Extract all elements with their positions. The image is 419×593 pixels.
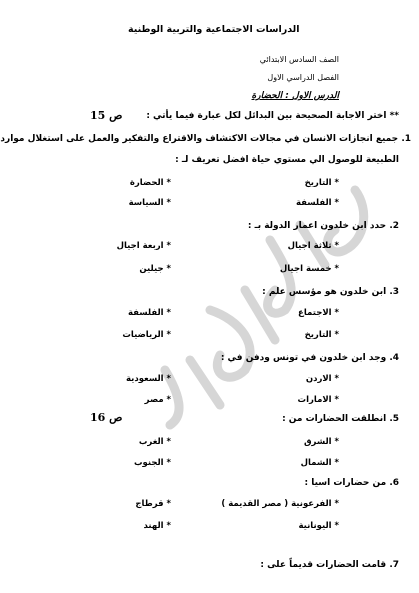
option: * الحضارة bbox=[129, 178, 171, 188]
question-text: من حضارات اسيا : bbox=[304, 478, 387, 488]
option: * التاريخ bbox=[304, 330, 339, 340]
question-number: 1. bbox=[401, 134, 411, 144]
option: * قرطاج bbox=[135, 499, 171, 509]
option: * السعودية bbox=[126, 374, 171, 384]
question-4 bbox=[221, 353, 399, 363]
option: * الشمال bbox=[300, 458, 339, 468]
page-title: الدراسات الاجتماعية والتربية الوطنية bbox=[128, 24, 300, 35]
question-number: 6. bbox=[389, 478, 399, 488]
question-number: 5. bbox=[389, 414, 399, 424]
lesson-title: الدرس الاول : الحضارة bbox=[251, 91, 339, 101]
grade-label: الصف السادس الابتدائي bbox=[259, 55, 339, 64]
option: * جيلين bbox=[139, 264, 171, 274]
option: * الامارات bbox=[297, 395, 339, 405]
option: * خمسة اجيال bbox=[279, 264, 339, 274]
question-2 bbox=[248, 221, 399, 231]
option: * التاريخ bbox=[304, 178, 339, 188]
question-text: ابن خلدون هو مؤسس علم : bbox=[262, 287, 387, 297]
question-text: انطلقت الحضارات من : bbox=[282, 414, 387, 424]
question-number: 7. bbox=[389, 560, 399, 570]
question-number: 3. bbox=[389, 287, 399, 297]
option: * اليونانية bbox=[298, 521, 339, 531]
question-text: جميع انجازات الانسان في مجالات الاكتشاف والاقتراع والتفكير والعمل على استغلال موارد bbox=[0, 134, 399, 144]
option: * الجنوب bbox=[134, 458, 171, 468]
option: * الغرب bbox=[138, 437, 171, 447]
option: * السياسة bbox=[128, 198, 171, 208]
question-7 bbox=[260, 560, 399, 570]
watermark-signature bbox=[150, 170, 410, 430]
option: * ثلاثة اجيال bbox=[287, 241, 339, 251]
question-text: قامت الحضارات قديماً على : bbox=[260, 560, 387, 570]
question-6 bbox=[304, 478, 399, 488]
option: * الفلسفة bbox=[295, 198, 339, 208]
page-reference: ص 15 bbox=[90, 109, 123, 122]
question-text: وجد ابن خلدون في تونس ودفن في : bbox=[220, 353, 387, 363]
option: * مصر bbox=[144, 395, 171, 405]
option: * الرياضيات bbox=[122, 330, 171, 340]
option: * الفرعونية ( مصر القديمة ) bbox=[221, 499, 339, 509]
option: * الاردن bbox=[305, 374, 339, 384]
option: * الفلسفة bbox=[127, 308, 171, 318]
term-label: الفصل الدراسي الاول bbox=[267, 73, 339, 82]
question-1 bbox=[0, 134, 411, 144]
question-number: 2. bbox=[389, 221, 399, 231]
question-5 bbox=[282, 414, 399, 424]
question-number: 4. bbox=[389, 353, 399, 363]
question-3 bbox=[262, 287, 399, 297]
question-text: حدد ابن خلدون اعمار الدولة بـ : bbox=[247, 221, 387, 231]
option: * الاجتماع bbox=[298, 308, 339, 318]
page-reference: ص 16 bbox=[90, 411, 123, 424]
instruction-text: ** اختر الاجابة الصحيحة بين البدائل لكل عبارة فيما يأتي : bbox=[146, 111, 399, 121]
option: * اربعة اجيال bbox=[116, 241, 171, 251]
question-1-line-2: الطبيعة للوصول الي مستوي حياة افضل تعريف لـ : bbox=[175, 155, 399, 165]
option: * الشرق bbox=[303, 437, 339, 447]
option: * الهند bbox=[143, 521, 171, 531]
